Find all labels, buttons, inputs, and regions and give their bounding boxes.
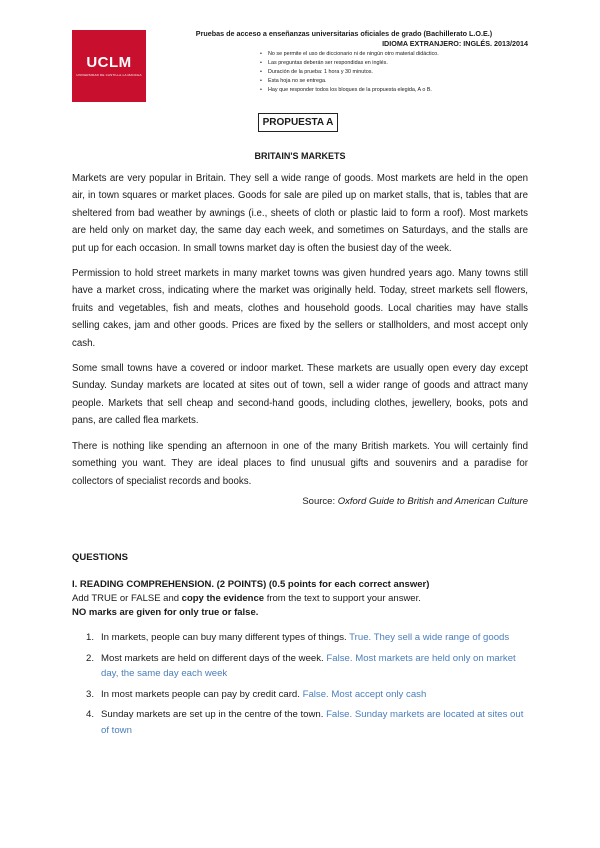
article-source xyxy=(72,496,528,507)
reading-comprehension-title: I. READING COMPREHENSION. (2 POINTS) (0.5 points for each correct answer) xyxy=(72,579,430,590)
questions-section xyxy=(72,551,532,743)
question-number: 4. xyxy=(86,709,95,720)
no-marks-note: NO marks are given for only true or false. xyxy=(72,607,259,618)
question-text: In markets, people can buy many different types of things. xyxy=(101,632,347,643)
proposal-label: PROPUESTA A xyxy=(258,113,338,132)
question-item xyxy=(72,687,533,703)
exam-subtitle: IDIOMA EXTRANJERO: INGLÉS. 2013/2014 xyxy=(382,39,528,48)
source-label: Source: xyxy=(302,495,336,507)
question-text: Most markets are held on different days of the week. xyxy=(101,652,324,664)
question-item xyxy=(72,651,533,682)
question-number: 1. xyxy=(86,632,95,643)
questions-heading: QUESTIONS xyxy=(72,552,128,563)
uclm-logo xyxy=(72,30,146,102)
article-paragraph: Markets are very popular in Britain. They sell a wide range of goods. Most markets are held in the open air, in town squares or market places. Goods for sale are piled up on market stalls, that is, tables that are sheltered from bad weather by awnings (i.e., sheets of cloth or plastic laid to form a roof). Most markets are held only on market day, the same day each week, and sometimes on Saturdays, and the stalls are put up for each occasion. In small towns market day is often the busiest day of the week. xyxy=(72,173,528,254)
rule-item: • Las preguntas deberán ser respondidas en inglés. xyxy=(260,59,528,68)
answer-text: False. Sunday markets are located at sites out of town xyxy=(101,709,524,736)
question-item xyxy=(72,630,533,646)
article-title: BRITAIN'S MARKETS xyxy=(254,151,346,161)
source-title: Oxford Guide to British and American Culture xyxy=(337,495,528,507)
exam-rules xyxy=(160,50,528,95)
instruction-part: from the text to support your answer. xyxy=(266,593,421,604)
question-text: In most markets people can pay by credit card. xyxy=(101,688,300,700)
rule-item: • Hay que responder todos los bloques de la propuesta elegida, A o B. xyxy=(260,86,528,95)
rule-item: • No se permite el uso de diccionario ni de ningún otro material didáctico. xyxy=(260,50,528,59)
article-paragraph: Permission to hold street markets in many market towns was given hundred years ago. Many towns still have a market cross, indicating where the market was originally held. Today, street markets sell flowers, fruits and vegetables, fish and meats, clothes and household goods. Local charities may have stalls selling cakes, jam and other goods. Prices are fixed by the sellers or stallholders, and most accept only cash. xyxy=(72,268,528,349)
article-body xyxy=(72,170,528,507)
question-item xyxy=(72,707,533,738)
logo-text: UCLM xyxy=(86,54,132,71)
question-text: Sunday markets are set up in the centre of the town. xyxy=(101,709,324,720)
question-list xyxy=(72,630,532,738)
exam-title: Pruebas de acceso a enseñanzas universitarias oficiales de grado (Bachillerato L.O.E.) xyxy=(195,29,493,38)
instruction-part: Add TRUE or FALSE and xyxy=(72,593,180,604)
answer-text: True. They sell a wide range of goods xyxy=(349,632,510,643)
article-paragraph: Some small towns have a covered or indoor market. These markets are usually open every day except Sunday. Sunday markets are located at sites out of town, sell a wider range of goods and attract many people. Markets that sell cheap and second-hand goods, including clothes, jewellery, books, pots and pans, are called flea markets. xyxy=(72,363,528,427)
rule-item: • Esta hoja no se entrega. xyxy=(260,77,528,86)
article-paragraph: There is nothing like spending an afternoon in one of the many British markets. You will certainly find something you want. They are ideal places to find unusual gifts and souvenirs and a paradise for collectors of specialist records and books. xyxy=(72,440,528,487)
question-number: 3. xyxy=(86,688,95,700)
answer-text: False. Most accept only cash xyxy=(302,688,427,700)
question-number: 2. xyxy=(86,652,95,664)
logo-subtitle: UNIVERSIDAD DE CASTILLA-LA MANCHA xyxy=(76,73,142,77)
rule-item: • Duración de la prueba: 1 hora y 30 minutos. xyxy=(260,68,528,77)
instructions xyxy=(72,592,532,606)
exam-header xyxy=(160,29,528,95)
answer-text: False. Most markets are held only on market day, the same day each week xyxy=(101,652,516,679)
instruction-emphasis: copy the evidence xyxy=(181,593,265,604)
